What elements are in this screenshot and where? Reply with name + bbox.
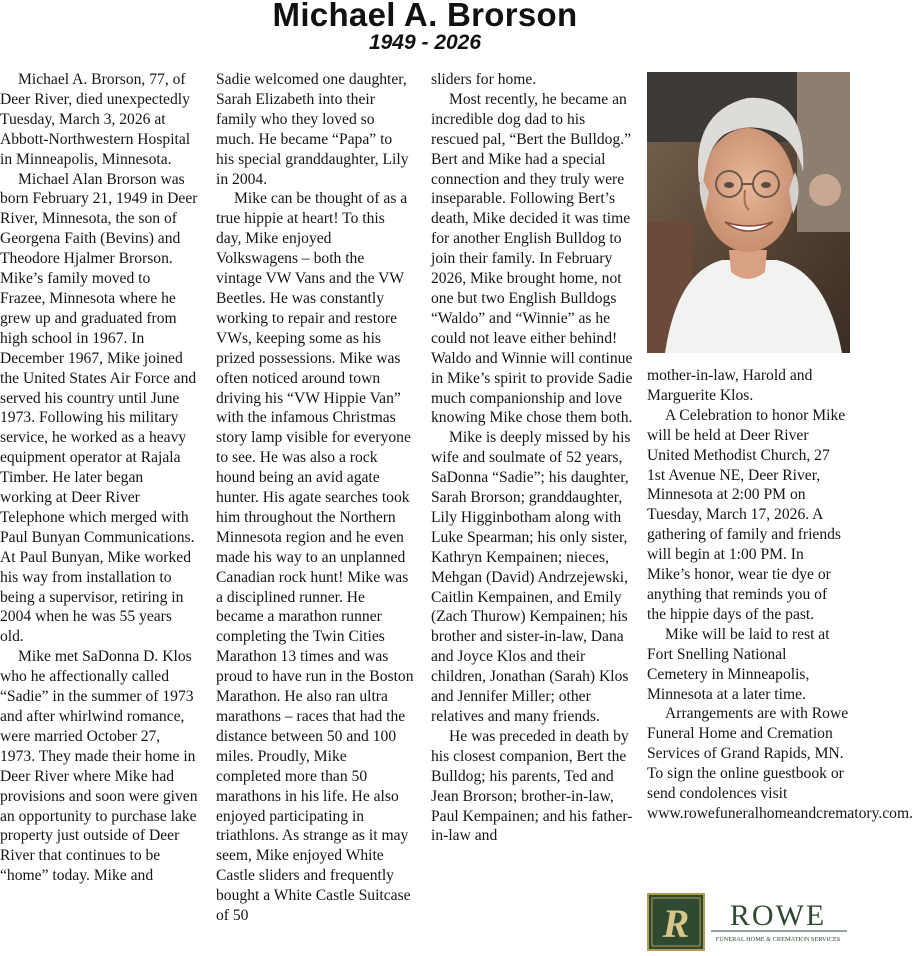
text-column-1 [0, 70, 198, 886]
rowe-funeral-home-logo [647, 893, 850, 951]
paragraph-dogs: Most recently, he became an incredible dog dad to his rescued pal, “Bert the Bulldog.” Bert and Mike had a special connection and they truly were inseparable. Following Bert’s death, Mike decided it was time for another English Bulldog to join their family. In February 2026, Mike brought home, not one but two English Bulldogs “Waldo” and “Winnie” as he could not leave either behind! Waldo and Winnie will continue in Mike’s spirit to provide Sadie much companionship and love knowing Mike chose them both. [431, 90, 633, 427]
paragraph-hobbies: Mike can be thought of as a true hippie at heart! To this day, Mike enjoyed Volkswagens – both the vintage VW Vans and the VW Beetles. He was constantly working to repair and restore VWs, keeping some as his prized possessions. Mike was often noticed around town driving his “VW Hippie Van” with the infamous Christmas story lamp visible for everyone to see. He was also a rock hound being an avid agate hunter. His agate searches took him throughout the Northern Minnesota region and he even made his way to an unplanned Canadian rock hunt! Mike was a disciplined runner. He became a marathon runner completing the Twin Cities Marathon 13 times and was proud to have run in the Boston Marathon. He also ran ultra marathons – races that had the distance between 50 and 100 miles. Proudly, Mike completed more than 50 marathons in his life. He also enjoyed participating in triathlons. As strange as it may seem, Mike enjoyed White Castle sliders and frequently bought a White Castle Suitcase of 50 [216, 190, 414, 925]
paragraph-early-life: Michael Alan Brorson was born February 21, 1949 in Deer River, Minnesota, the son of Georgena Faith (Bevins) and Theodore Hjalmer Brorson. Mike’s family moved to Frazee, Minnesota where he grew up and graduated from high school in 1967. In December 1967, Mike joined the United States Air Force and served his country until June 1973. Following his military service, he worked as a heavy equipment operator at Rajala Timber. He later began working at Deer River Telephone which merged with Paul Bunyan Communications. At Paul Bunyan, Mike worked his way from installation to being a supervisor, retiring in 2004 when he was 55 years old. [0, 170, 198, 646]
paragraph-burial: Mike will be laid to rest at Fort Snelling National Cemetery in Minneapolis, Minnesota at a later time. [647, 625, 830, 703]
text-column-2 [216, 70, 414, 926]
paragraph-preceded: He was preceded in death by his closest companion, Bert the Bulldog; his parents, Ted and Jean Brorson; brother-in-law, Paul Kempainen; and his father-in-law and [431, 727, 633, 845]
logo-monogram: R [662, 901, 690, 946]
paragraph-death-notice: Michael A. Brorson, 77, of Deer River, died unexpectedly Tuesday, March 3, 2026 at Abbott-Northwestern Hospital in Minneapolis, Minnesota. [0, 71, 191, 168]
logo-tagline: FUNERAL HOME & CREMATION SERVICES [715, 936, 841, 943]
paragraph-celebration: A Celebration to honor Mike will be held at Deer River United Methodist Church, 27 1st Avenue NE, Deer River, Minnesota at 2:00 PM on Tuesday, March 17, 2026. A gathering of family and friends will begin at 1:00 PM. In Mike’s honor, wear tie dye or anything that reminds you of the hippie days of the past. [647, 406, 846, 623]
paragraph-marriage: Mike met SaDonna D. Klos who he affectionally called “Sadie” in the summer of 1973 and after whirlwind romance, were married October 27, 1973. They made their home in Deer River where Mike had provisions and soon were given an opportunity to purchase lake property just outside of Deer River that continues to be “home” today. Mike and [0, 648, 198, 885]
paragraph-survivors: Mike is deeply missed by his wife and soulmate of 52 years, SaDonna “Sadie”; his daughter, Sarah Brorson; granddaughter, Lily Higginbotham along with Luke Spearman; his only sister, Kathryn Kempainen; nieces, Mehgan (David) Andrzejewski, Caitlin Kempainen, and Emily (Zach Thurow) Kempainen; his brother and sister-in-law, Dana and Joyce Klos and their children, Jonathan (Sarah) Klos and Jennifer Miller; other relatives and many friends. [431, 429, 631, 725]
text-column-4 [647, 366, 913, 824]
portrait-image [647, 72, 850, 353]
portrait-photo [647, 72, 850, 353]
obituary-name: Michael A. Brorson [272, 0, 578, 33]
paragraph-marriage-cont: Sadie welcomed one daughter, Sarah Elizabeth into their family who they loved so much. He became “Papa” to his special granddaughter, Lily in 2004. [216, 71, 409, 188]
logo-name: ROWE [729, 899, 827, 932]
paragraph-hobbies-cont: sliders for home. [431, 71, 537, 88]
paragraph-preceded-cont: mother-in-law, Harold and Marguerite Klos. [647, 367, 813, 404]
paragraph-arrangements: Arrangements are with Rowe Funeral Home and Cremation Services of Grand Rapids, MN. To sign the online guestbook or send condolences visit www.rowefuneralhomeandcrematory.com. [647, 705, 913, 822]
text-column-3 [431, 70, 634, 846]
life-dates: 1949 - 2026 [368, 31, 482, 54]
